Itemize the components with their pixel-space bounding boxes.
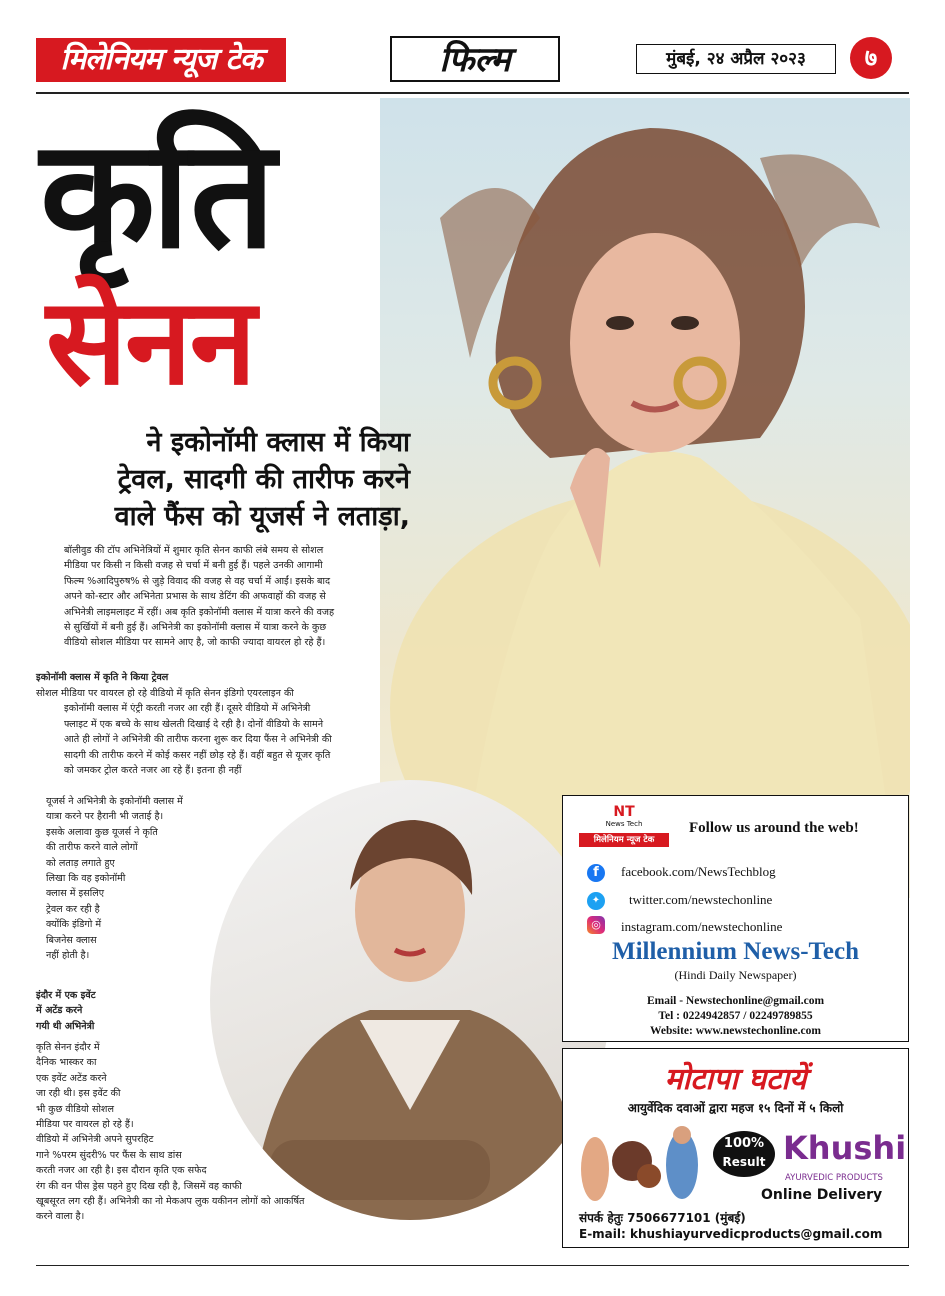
article-para3	[46, 794, 246, 963]
instagram-icon: ◎	[587, 916, 605, 934]
text-line: गयी थी अभिनेत्री	[36, 1020, 95, 1032]
ad-illustration	[577, 1121, 705, 1203]
social-ad	[562, 795, 909, 1042]
text-line: फ्लाइट में एक बच्चे के साथ खेलती दिखाई दे रही है। दोनों वीडियो के सामने	[64, 718, 324, 730]
text-line: को जमकर ट्रोल करते नजर आ रहे हैं। इतना ही नहीं	[64, 765, 242, 777]
text-line: करती नजर आ रही है। इस दौरान कृति एक सफेद	[36, 1165, 207, 1177]
text-line: अपने को-स्टार और अभिनेता प्रभास के साथ डेटिंग की अफवाहों की वजह से	[64, 591, 326, 603]
text-line: इकोनॉमी क्लास में एंट्री करती नजर आ रही हैं। दूसरे वीडियो में अभिनेत्री	[64, 703, 311, 715]
subheadline	[40, 424, 410, 535]
text-line: बिजनेस क्लास	[46, 934, 97, 946]
brand-text: Millennium News-Tech	[612, 938, 859, 965]
contact-block	[563, 994, 908, 1039]
ad-tagline: आयुर्वेदिक दवाओं द्वारा महज १५ दिनों में ५ किलो	[627, 1101, 844, 1115]
text-line: सादगी की तारीफ करने में कोई कसर नहीं छोड़ रहे हैं। वहीं बहुत से यूजर कृति	[64, 749, 331, 761]
delivery-text: Online Delivery	[761, 1187, 883, 1203]
text-line: यूजर्स ने अभिनेत्री के इकोनॉमी क्लास में	[46, 796, 183, 807]
text-line: से सुर्खियों में बनी हुई हैं। अभिनेत्री का इकोनॉमी क्लास में यात्रा करने के कुछ	[64, 622, 327, 634]
follow-text: Follow us around the web!	[689, 820, 859, 836]
logo-initials: NT	[613, 804, 635, 820]
article-para2	[36, 686, 408, 778]
text-line: की तारीफ करने वाले लोगों	[46, 842, 138, 854]
contact-tel: Tel : 0224942857 / 02249789855	[658, 1010, 813, 1022]
brand-sub: (Hindi Daily Newspaper)	[674, 968, 797, 982]
twitter-icon: ✦	[587, 892, 605, 910]
text-line: आते ही लोगों ने अभिनेत्री की तारीफ करना शुरू कर दिया फैंस ने अभिनेत्री की	[64, 734, 332, 746]
footer-rule	[36, 1265, 909, 1266]
subheadline-line: वाले फैंस को यूजर्स ने लताड़ा,	[114, 501, 410, 532]
text-line: सोशल मीडिया पर वायरल हो रहे वीडियो में कृति सेनन इंडिगो एयरलाइन की	[36, 688, 294, 699]
ad-headline: मोटापा घटायें	[664, 1062, 807, 1097]
instagram-link[interactable]: instagram.com/newstechonline	[621, 919, 783, 934]
khushi-logo: Khushi	[783, 1129, 907, 1167]
brand-name	[563, 938, 908, 966]
facebook-link[interactable]: facebook.com/NewsTechblog	[621, 864, 776, 879]
text-line: रंग की वन पीस ड्रेस पहने हुए दिख रही है, जिसमें वह काफी	[36, 1180, 242, 1192]
ad-contact: संपर्क हेतुः 7506677101 (मुंबई)	[579, 1211, 746, 1225]
khushi-logo-sub: AYURVEDIC PRODUCTS	[785, 1173, 883, 1183]
text-line: इंदौर में एक इवेंट	[36, 990, 96, 1001]
ad-email: E-mail: khushiayurvedicproducts@gmail.com	[579, 1227, 883, 1241]
text-line: क्लास में इसलिए	[46, 888, 105, 900]
logo-tag: News Tech	[605, 820, 643, 828]
badge-top: 100%	[723, 1136, 765, 1151]
article-para1	[36, 543, 408, 651]
logo-hindi: मिलेनियम न्यूज टेक	[579, 833, 669, 847]
text-line: करने वाला है।	[36, 1211, 85, 1223]
text-line: यात्रा करने पर हैरानी भी जताई है।	[46, 811, 164, 823]
section-title: फिल्म	[390, 36, 560, 82]
text-line: फिल्म %आदिपुरुष% से जुड़े विवाद की वजह से वह चर्चा में आईं। इसके बाद	[64, 575, 331, 587]
khushi-ad	[562, 1048, 909, 1248]
text-line: एक इवेंट अटेंड करने	[36, 1072, 107, 1084]
article-para4	[36, 1040, 411, 1225]
headline-line2: सेनन	[46, 273, 255, 412]
subheadline-line: ने इकोनॉमी क्लास में किया	[146, 427, 410, 458]
text-line: वीडियो में अभिनेत्री अपने सुपरहिट	[36, 1134, 154, 1146]
text-line: में अटेंड करने	[36, 1005, 83, 1017]
masthead: मिलेनियम न्यूज टेक	[36, 38, 286, 82]
text-line: मीडिया पर वायरल हो रहे हैं।	[36, 1119, 134, 1131]
text-line: खूबसूरत लग रही हैं। अभिनेत्री का नो मेकअप लुक यकीनन लोगों को आकर्षित	[36, 1196, 305, 1208]
contact-website: Website: www.newstechonline.com	[650, 1025, 821, 1037]
text-line: क्योंकि इंडिगो में	[46, 919, 102, 931]
hero-photo	[380, 98, 910, 898]
hero-illustration	[380, 98, 910, 898]
headline-line1: कृति	[40, 108, 272, 282]
text-line: लिखा कि वह इकोनॉमी	[46, 873, 126, 885]
text-line: मीडिया पर किसी न किसी वजह से चर्चा में बनी हुई हैं। पहले उनकी आगामी	[64, 560, 323, 572]
header-rule	[36, 92, 909, 94]
text-line: कृति सेनन इंदौर में	[36, 1042, 100, 1053]
text-line: इसके अलावा कुछ यूजर्स ने कृति	[46, 826, 158, 838]
subhead-indore	[36, 988, 196, 1034]
page-number: ७	[850, 37, 892, 79]
text-line: अभिनेत्री लाइमलाइट में रहीं। अब कृति इकोनॉमी क्लास में यात्रा करने की वजह	[64, 606, 335, 618]
text-line: को लताड़ लगाते हुए	[46, 857, 115, 869]
subhead-economy: इकोनॉमी क्लास में कृति ने किया ट्रेवल	[36, 672, 169, 683]
text-line: बॉलीवुड की टॉप अभिनेत्रियों में शुमार कृति सेनन काफी लंबे समय से सोशल	[64, 545, 324, 556]
contact-email: Email - Newstechonline@gmail.com	[646, 995, 825, 1007]
text-line: दैनिक भास्कर का	[36, 1057, 97, 1069]
result-badge	[713, 1131, 775, 1177]
badge-bottom: Result	[722, 1155, 766, 1169]
twitter-link[interactable]: twitter.com/newstechonline	[629, 892, 773, 907]
text-line: ट्रेवल कर रही है	[46, 903, 100, 915]
text-line: नहीं होती है।	[46, 950, 90, 962]
text-line: जा रही थी। इस इवेंट की	[36, 1088, 121, 1100]
text-line: गाने %परम सुंदरी% पर फैंस के साथ डांस	[36, 1149, 182, 1161]
subheadline-line: ट्रेवल, सादगी की तारीफ करने	[117, 464, 410, 495]
text-line: भी कुछ वीडियो सोशल	[36, 1103, 114, 1115]
issue-date: मुंबई, २४ अप्रैल २०२३	[636, 44, 836, 74]
newstech-logo	[579, 804, 669, 850]
text-line: वीडियो सोशल मीडिया पर सामने आए है, जो काफी ज्यादा वायरल हो रहे हैं।	[64, 637, 326, 649]
facebook-icon: f	[587, 864, 605, 882]
